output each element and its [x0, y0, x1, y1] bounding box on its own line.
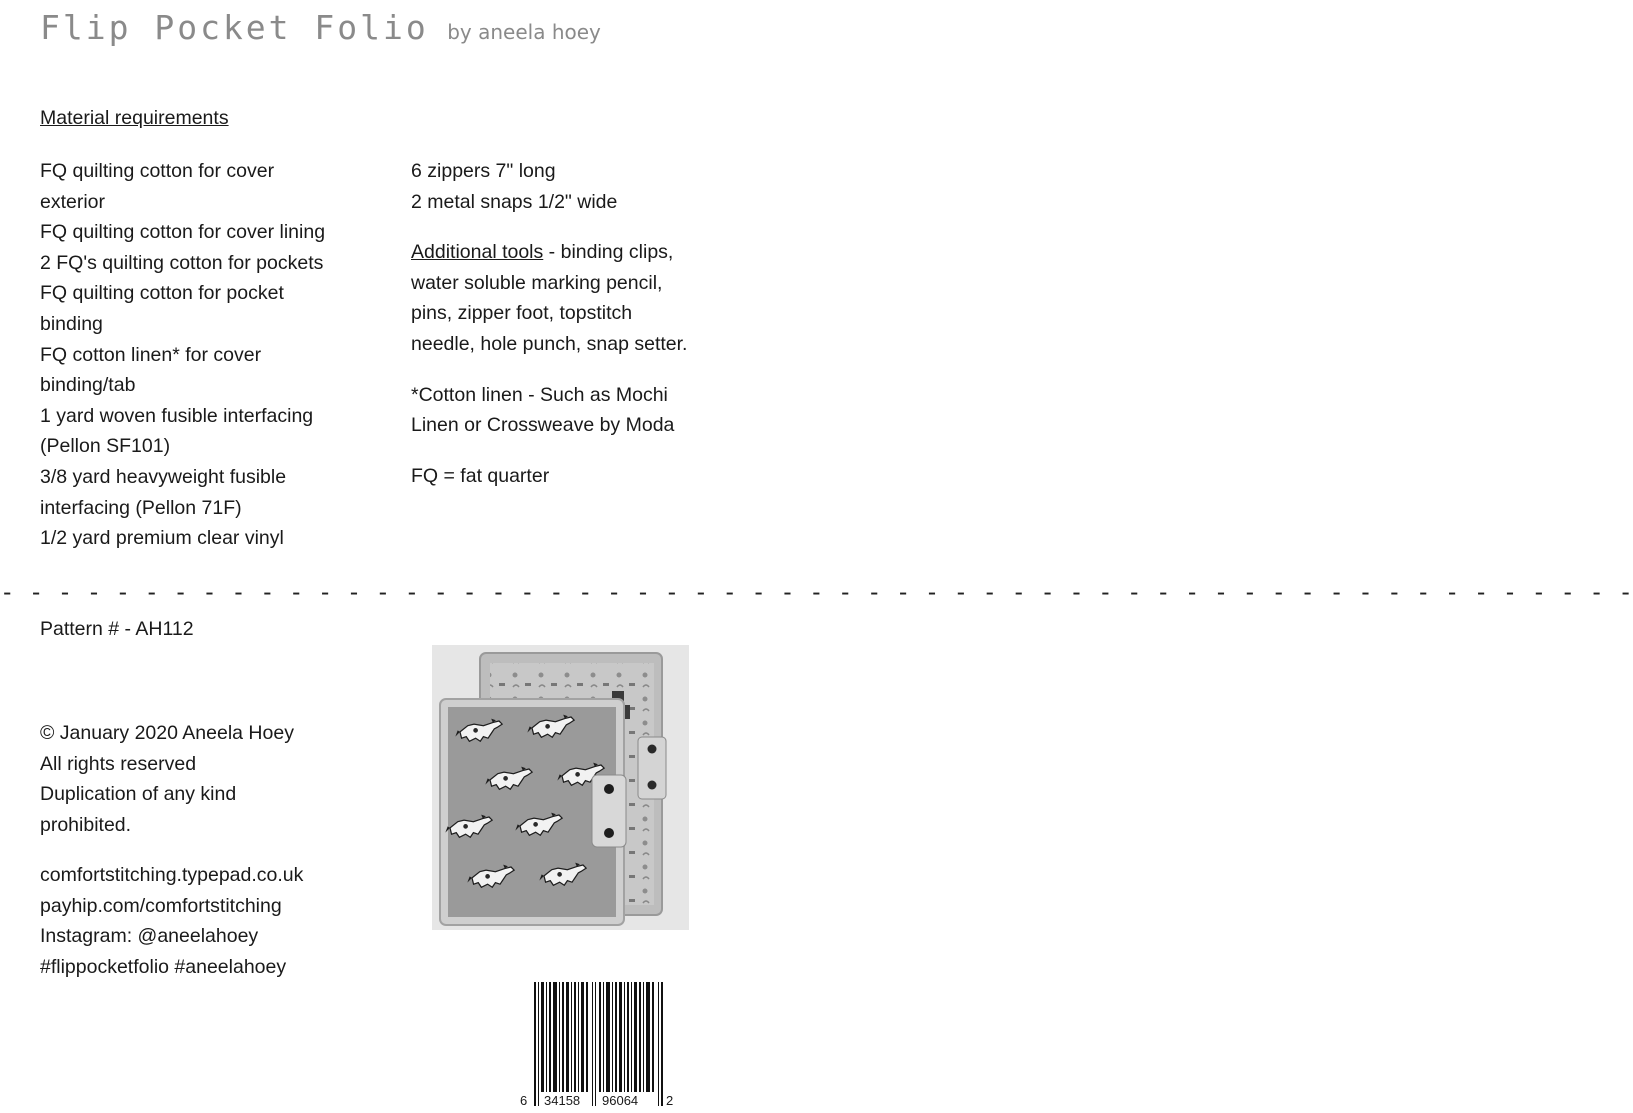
folio-illustration	[432, 645, 689, 930]
material-line: binding	[40, 312, 103, 335]
material-line: 2 metal snaps 1/2" wide	[411, 190, 618, 213]
material-line: binding/tab	[40, 374, 136, 397]
materials-list-right	[411, 156, 731, 491]
material-line: 6 zippers 7" long	[411, 160, 556, 182]
material-line: 2 FQ's quilting cotton for pockets	[40, 251, 324, 274]
header	[40, 8, 601, 47]
barcode-digit: 34158	[544, 1093, 581, 1108]
designer-byline: by aneela hoey	[447, 20, 601, 44]
links-block	[40, 860, 303, 982]
instagram-handle: Instagram: @aneelahoey	[40, 925, 259, 948]
barcode-digit: 96064	[602, 1093, 639, 1108]
additional-tools-line	[411, 237, 731, 268]
copyright-line: prohibited.	[40, 813, 132, 836]
tools-line: needle, hole punch, snap setter.	[411, 332, 688, 355]
material-line: 1 yard woven fusible interfacing	[40, 404, 314, 427]
fat-quarter-note: FQ = fat quarter	[411, 464, 550, 487]
barcode	[520, 978, 680, 1110]
material-line: (Pellon SF101)	[40, 435, 171, 458]
tools-line: pins, zipper foot, topstitch	[411, 302, 633, 325]
copyright-block	[40, 718, 294, 840]
barcode-digit: 2	[666, 1093, 674, 1108]
additional-tools-label: Additional tools	[411, 241, 544, 264]
material-line: FQ quilting cotton for cover lining	[40, 221, 326, 244]
copyright-line: Duplication of any kind	[40, 783, 237, 806]
product-photo	[432, 645, 689, 930]
pattern-title: Flip Pocket Folio	[40, 8, 429, 47]
material-line: exterior	[40, 190, 106, 213]
material-line: FQ quilting cotton for cover	[40, 160, 275, 182]
cut-line-divider: - - - - - - - - - - - - - - - - - - - - - - - - - - - - - - - - - - - - - - - - - - - - - - - - - - - - - - - - -	[0, 578, 1633, 606]
material-line: 3/8 yard heavyweight fusible	[40, 465, 287, 488]
material-line: interfacing (Pellon 71F)	[40, 496, 242, 519]
material-line: FQ cotton linen* for cover	[40, 343, 262, 366]
material-line: FQ quilting cotton for pocket	[40, 282, 284, 305]
payhip-link: payhip.com/comfortstitching	[40, 894, 282, 917]
tools-line: water soluble marking pencil,	[411, 271, 663, 294]
linen-note-line: *Cotton linen - Such as Mochi	[411, 383, 668, 406]
tools-text: - binding clips,	[543, 241, 674, 264]
copyright-line: All rights reserved	[40, 752, 197, 775]
materials-list-left	[40, 156, 350, 554]
hashtags: #flippocketfolio #aneelahoey	[40, 955, 287, 978]
pattern-number: Pattern # - AH112	[40, 618, 194, 640]
material-requirements-heading: Material requirements	[40, 107, 229, 129]
barcode-digit: 6	[520, 1093, 528, 1108]
material-line: 1/2 yard premium clear vinyl	[40, 527, 284, 550]
linen-note-line: Linen or Crossweave by Moda	[411, 414, 675, 437]
copyright-line: © January 2020 Aneela Hoey	[40, 722, 294, 744]
website-link: comfortstitching.typepad.co.uk	[40, 864, 304, 886]
